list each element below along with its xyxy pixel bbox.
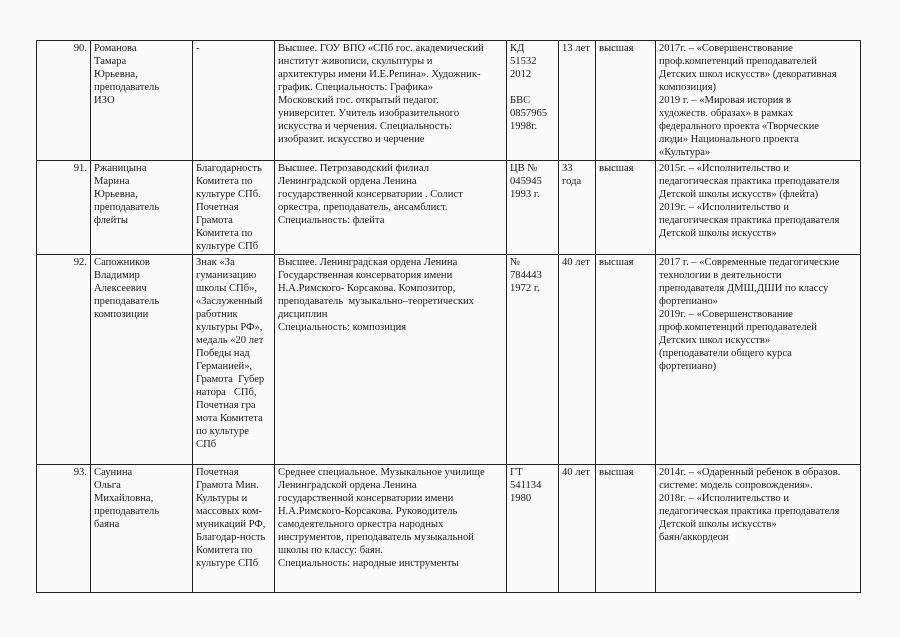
education-cell: Высшее. ГОУ ВПО «СПб гос. академический институт живописи, скульптуры и архитектуры имени И.Е.Репина». Художник- график. Специальность: Графика» Московский гос. открытый педагог. университет. Учитель изобразительного искусства и черчения. Специальность: изобразит. искусство и черчение <box>275 41 507 161</box>
employee-name-cell: Ржаницына Марина Юрьевна, преподаватель флейты <box>91 161 193 255</box>
experience-cell: 40 лет <box>559 255 596 465</box>
education-cell: Среднее специальное. Музыкальное училище Ленинградской ордена Ленина государственной консерватории имени Н.А.Римского-Корсакова. Руководитель самодеятельного оркестра народных инструментов, преподаватель музыкальной школы по классу: баян. Специальность: народные инструменты <box>275 465 507 593</box>
staff-table-body <box>37 41 861 593</box>
spacer <box>510 81 555 94</box>
training-cell: 2017г. – «Совершенствование проф.компетенций преподавателей Детских школ искусств» (декоративная композиция) 2019 г. – «Мировая история в художеств. образах» в рамках федерального проекта «Творческие люди» Национального проекта «Культура» <box>656 41 861 161</box>
table-row <box>37 465 861 593</box>
row-number: 93. <box>37 465 91 593</box>
training-cell: 2014г. – «Одаренный ребенок в образов. системе: модель сопровождения». 2018г. – «Исполнительство и педагогическая практика преподавателя Детской школы искусств» баян/аккордеон <box>656 465 861 593</box>
experience-cell: 40 лет <box>559 465 596 593</box>
awards-cell: Почетная Грамота Мин. Культуры и массовых ком- муникаций РФ, Благодар-ность Комитета по культуре СПб <box>193 465 275 593</box>
experience-cell: 33 года <box>559 161 596 255</box>
awards-cell: Благодарность Комитета по культуре СПб. Почетная Грамота Комитета по культуре СПб <box>193 161 275 255</box>
category-cell: высшая <box>596 255 656 465</box>
category-cell: высшая <box>596 41 656 161</box>
category-cell: высшая <box>596 465 656 593</box>
diploma-cell: ЦВ № 045945 1993 г. <box>507 161 559 255</box>
row-number: 92. <box>37 255 91 465</box>
awards-cell: - <box>193 41 275 161</box>
diploma-cell: ГТ 541134 1980 <box>507 465 559 593</box>
table-row <box>37 41 861 161</box>
training-cell: 2015г. – «Исполнительство и педагогическая практика преподавателя Детской школы искусств» (флейта) 2019г. – «Исполнительство и педагогическая практика преподавателя Детской школы искусств» <box>656 161 861 255</box>
staff-table <box>36 40 861 593</box>
diploma-cell: № 784443 1972 г. <box>507 255 559 465</box>
table-row <box>37 161 861 255</box>
row-number: 91. <box>37 161 91 255</box>
table-row <box>37 255 861 465</box>
row-number: 90. <box>37 41 91 161</box>
education-cell: Высшее. Ленинградская ордена Ленина Государственная консерватория имени Н.А.Римского- Корсакова. Композитор, преподаватель музыкально–теоретических дисциплин Специальность: композиция <box>275 255 507 465</box>
employee-name-cell: Сапожников Владимир Алексеевич преподаватель композиции <box>91 255 193 465</box>
education-cell: Высшее. Петрозаводский филиал Ленинградской ордена Ленина государственной консерватории . Солист оркестра, преподаватель, ансамблист. Специальность: флейта <box>275 161 507 255</box>
diploma-cell: КД 51532 2012 БВС 0857965 1998г. <box>507 41 559 161</box>
category-cell: высшая <box>596 161 656 255</box>
awards-cell: Знак «За гуманизацию школы СПб», «Заслуженный работник культуры РФ», медаль «20 лет Победы над Германией», Грамота Губер натора СПб, Почетная гра мота Комитета по культуре СПб <box>193 255 275 465</box>
employee-name-cell: Романова Тамара Юрьевна, преподаватель ИЗО <box>91 41 193 161</box>
training-cell: 2017 г. – «Современные педагогические технологии в деятельности преподавателя ДМШ,ДШИ по классу фортепиано» 2019г. – «Совершенствование проф.компетенций преподавателей Детских школ искусств» (преподаватели общего курса фортепиано) <box>656 255 861 465</box>
employee-name-cell: Саунина Ольга Михайловна, преподаватель баяна <box>91 465 193 593</box>
experience-cell: 13 лет <box>559 41 596 161</box>
